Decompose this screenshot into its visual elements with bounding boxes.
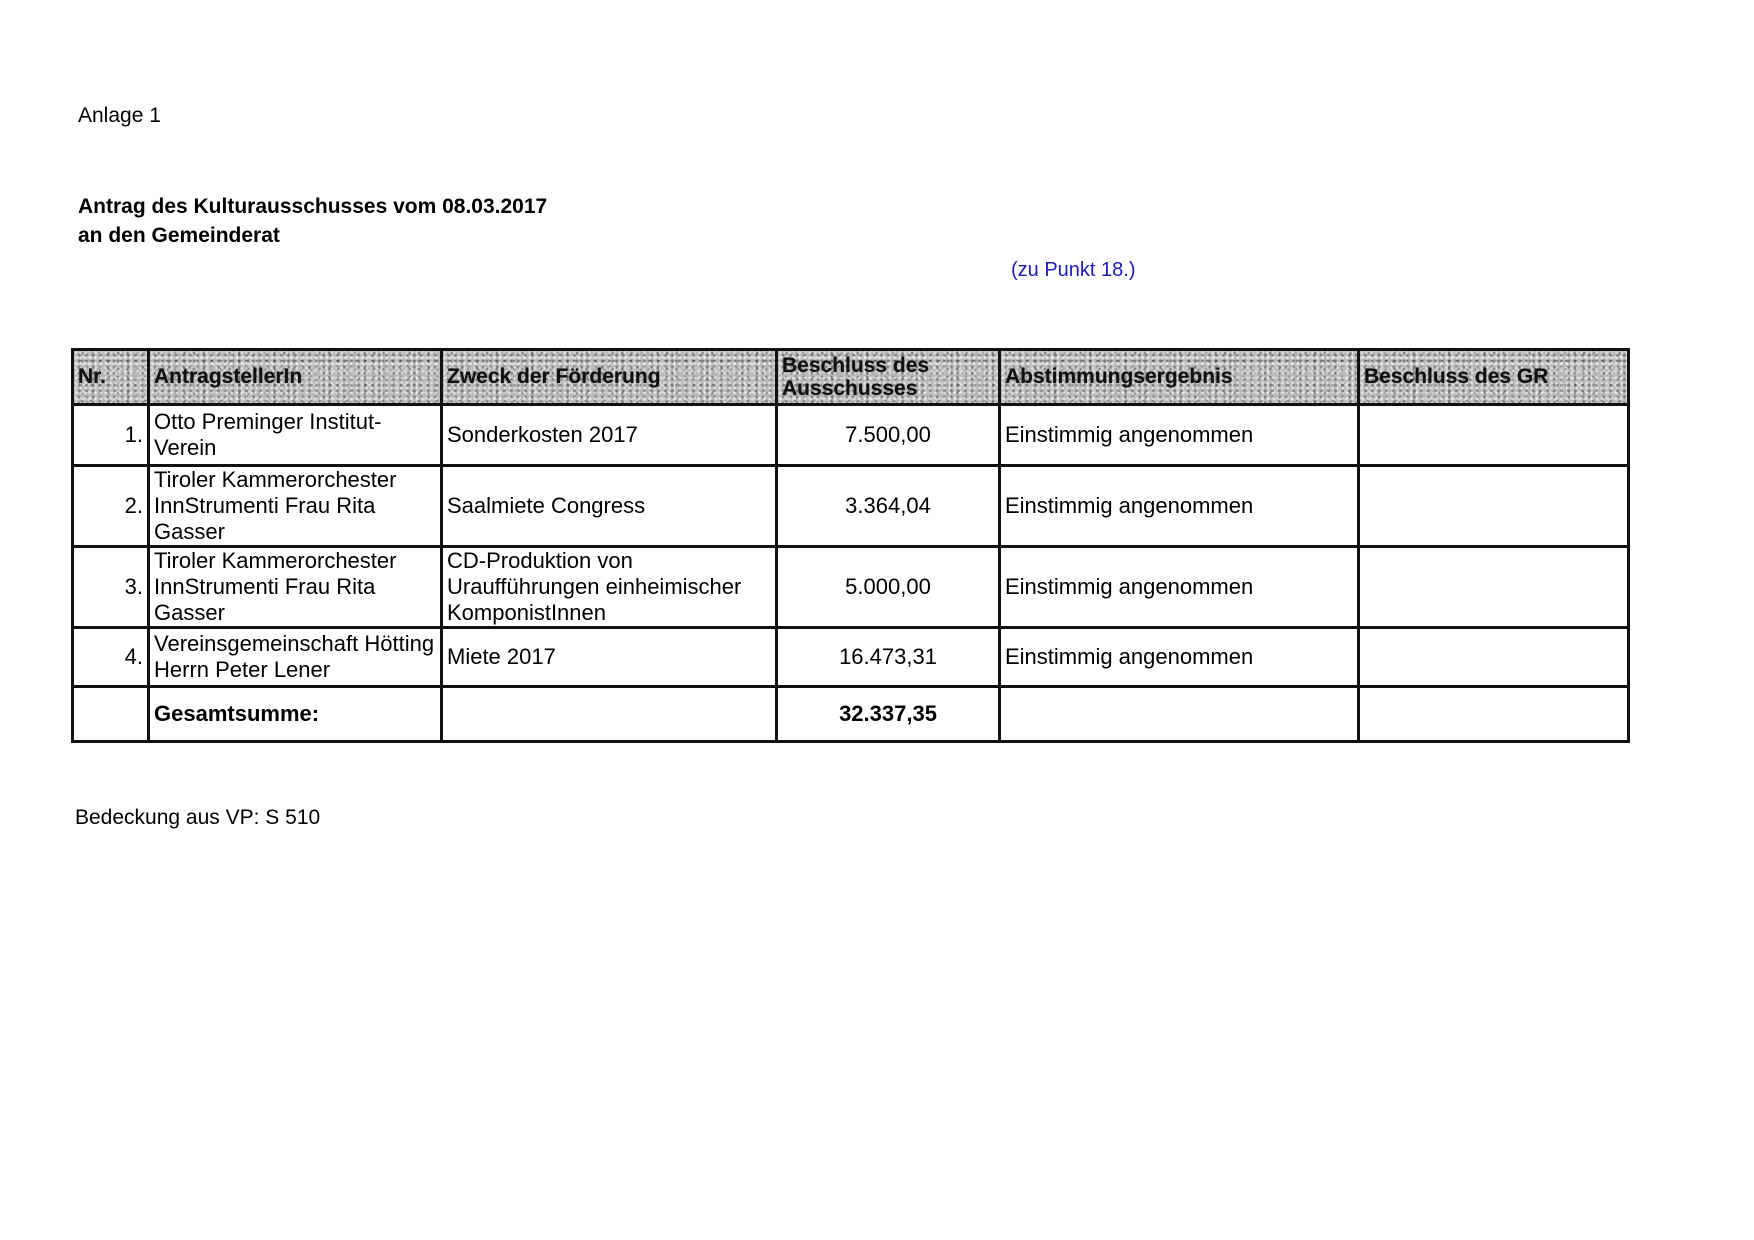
row-number: 2. (73, 466, 149, 547)
amount-cell: 16.473,31 (777, 628, 1000, 687)
applicant-cell: Otto Preminger Institut-Verein (149, 405, 442, 466)
applicant-cell: Vereinsgemeinschaft Hötting Herrn Peter Lener (149, 628, 442, 687)
council-decision-cell (1359, 466, 1629, 547)
col-header-purpose: Zweck der Förderung (442, 350, 777, 405)
vote-result-cell: Einstimmig angenommen (1000, 628, 1359, 687)
table-row (73, 547, 1629, 628)
col-header-vote-result: Abstimmungsergebnis (1000, 350, 1359, 405)
table-header-row (73, 350, 1629, 405)
annex-label: Anlage 1 (78, 104, 161, 127)
purpose-cell: Sonderkosten 2017 (442, 405, 777, 466)
total-empty-purpose (442, 687, 777, 742)
row-number: 1. (73, 405, 149, 466)
coverage-note: Bedeckung aus VP: S 510 (75, 806, 321, 829)
council-decision-cell (1359, 547, 1629, 628)
vote-result-cell: Einstimmig angenommen (1000, 405, 1359, 466)
purpose-cell: Miete 2017 (442, 628, 777, 687)
amount-cell: 3.364,04 (777, 466, 1000, 547)
amount-cell: 7.500,00 (777, 405, 1000, 466)
amount-cell: 5.000,00 (777, 547, 1000, 628)
vote-result-cell: Einstimmig angenommen (1000, 547, 1359, 628)
total-empty-result (1000, 687, 1359, 742)
total-row (73, 687, 1629, 742)
council-decision-cell (1359, 628, 1629, 687)
agenda-reference: (zu Punkt 18.) (1011, 259, 1136, 281)
col-header-applicant: AntragstellerIn (149, 350, 442, 405)
vote-result-cell: Einstimmig angenommen (1000, 466, 1359, 547)
purpose-cell: Saalmiete Congress (442, 466, 777, 547)
funding-table (71, 348, 1630, 743)
row-number: 3. (73, 547, 149, 628)
purpose-cell: CD-Produktion von Uraufführungen einheimischer KomponistInnen (442, 547, 777, 628)
col-header-nr: Nr. (73, 350, 149, 405)
row-number: 4. (73, 628, 149, 687)
table-row (73, 628, 1629, 687)
title-line-2: an den Gemeinderat (78, 224, 280, 247)
applicant-cell: Tiroler Kammerorchester InnStrumenti Frau Rita Gasser (149, 466, 442, 547)
total-empty-nr (73, 687, 149, 742)
council-decision-cell (1359, 405, 1629, 466)
document-title (78, 192, 547, 250)
title-line-1: Antrag des Kulturausschusses vom 08.03.2017 (78, 195, 548, 218)
total-amount: 32.337,35 (777, 687, 1000, 742)
applicant-cell: Tiroler Kammerorchester InnStrumenti Frau Rita Gasser (149, 547, 442, 628)
col-header-committee-decision: Beschluss des Ausschusses (777, 350, 1000, 405)
total-empty-council (1359, 687, 1629, 742)
table-row (73, 405, 1629, 466)
col-header-council-decision: Beschluss des GR (1359, 350, 1629, 405)
total-label: Gesamtsumme: (149, 687, 442, 742)
table-row (73, 466, 1629, 547)
